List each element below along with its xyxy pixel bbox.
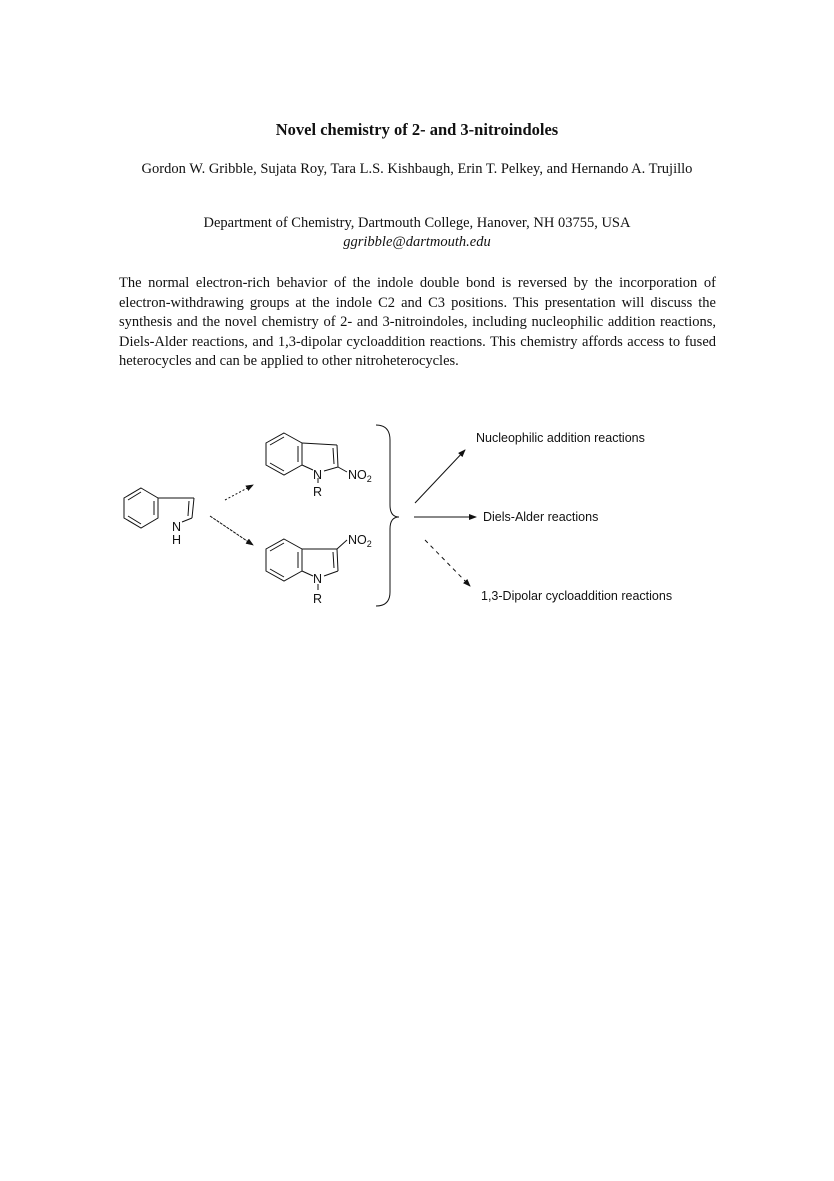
author-list: Gordon W. Gribble, Sujata Roy, Tara L.S. Kishbaugh, Erin T. Pelkey, and Hernando A. Trujillo: [141, 161, 693, 177]
bottom-r-label: R: [313, 592, 323, 606]
start-h-label: H: [172, 533, 182, 547]
affiliation: Department of Chemistry, Dartmouth College, Hanover, NH 03755, USA: [203, 215, 631, 231]
2-nitroindole-structure: [266, 433, 347, 483]
top-n-label: N: [313, 468, 323, 482]
email: ggribble@dartmouth.edu: [343, 234, 491, 250]
reaction-label-nucleophilic: Nucleophilic addition reactions: [476, 431, 645, 445]
paper-title: Novel chemistry of 2- and 3-nitroindoles: [275, 120, 559, 139]
arrow-to-3-nitroindole: [210, 516, 253, 545]
start-n-label: N: [172, 520, 182, 534]
arrow-nucleophilic: [415, 450, 465, 503]
bottom-n-label: N: [313, 572, 323, 586]
3-nitroindole-structure: [266, 539, 347, 590]
top-r-label: R: [313, 485, 323, 499]
top-no2-label: $NO_2$: [348, 468, 372, 484]
arrow-dipolar: [425, 540, 470, 586]
grouping-brace: [376, 425, 399, 606]
arrow-to-2-nitroindole: [225, 485, 253, 500]
abstract: The normal electron-rich behavior of the indole double bond is reversed by the incorporation of electron-withdrawing groups at the indole C2 and C3 positions. This presentation will discuss the synthesis and the novel chemistry of 2- and 3-nitroindoles, including nucleophilic addition reactions, Diels-Alder reactions, and 1,3-dipolar cycloaddition reactions. This chemistry affords access to fused heterocycles and can be applied to other nitroheterocycles.: [119, 275, 716, 370]
reaction-label-diels-alder: Diels-Alder reactions: [483, 510, 599, 524]
bottom-no2-label: $NO_2$: [348, 533, 372, 549]
reaction-label-dipolar: 1,3-Dipolar cycloaddition reactions: [481, 589, 673, 603]
indole-structure: [124, 488, 194, 528]
